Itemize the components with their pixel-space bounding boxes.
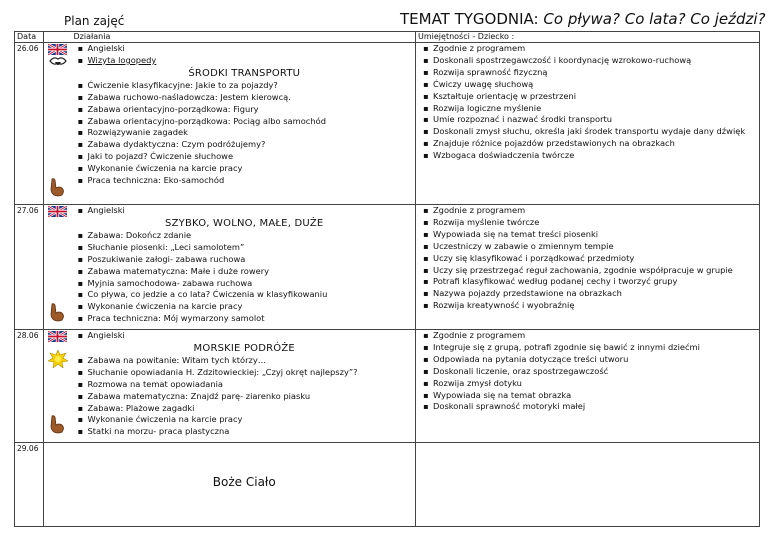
list-item: ▪ Uczestniczy w zabawie o zmiennym tempie bbox=[423, 240, 614, 251]
day-date: 28.06 bbox=[15, 330, 44, 443]
list-item: ▪ Doskonali liczenie, oraz spostrzegawczość bbox=[423, 365, 609, 376]
list-item: ▪ Zabawa dydaktyczna: Czym podróżujemy? bbox=[77, 139, 266, 150]
list-item: ▪ Znajduje różnice pojazdów przedstawionych na obrazkach bbox=[423, 138, 675, 149]
icon-column bbox=[44, 43, 72, 205]
day-row bbox=[15, 205, 760, 330]
list-item: ▪ Praca techniczna: Eko-samochód bbox=[77, 175, 225, 186]
col-header-icon bbox=[44, 32, 72, 43]
hand-icon bbox=[48, 302, 66, 322]
icon-column bbox=[44, 443, 72, 527]
theme-question: Co pływa? Co lata? Co jeździ? bbox=[543, 10, 766, 28]
list-item: ▪ Integruje się z grupą, potrafi zgodnie się bawić z innymi dziećmi bbox=[423, 341, 700, 352]
list-item: ▪ Nazywa pojazdy przedstawione na obrazkach bbox=[423, 288, 622, 299]
hand-icon bbox=[48, 177, 66, 197]
list-item: ▪ Jaki to pojazd? Ćwiczenie słuchowe bbox=[77, 151, 234, 162]
list-item: ▪ Zabawa matematyczna: Małe i duże rowery bbox=[77, 265, 270, 276]
list-item: ▪ Angielski bbox=[77, 330, 125, 340]
uk-flag-icon bbox=[48, 331, 67, 342]
list-item: ▪ Rozwija kreatywność i wyobraźnię bbox=[423, 300, 575, 311]
list-item: ▪ Zabawa: Dokończ zdanie bbox=[77, 229, 192, 240]
list-item: ▪ Słuchanie piosenki: „Leci samolotem” bbox=[77, 241, 245, 252]
icon-column bbox=[44, 205, 72, 330]
list-item: ▪ Rozwija zmysł dotyku bbox=[423, 377, 522, 388]
list-item: ▪ Zabawa matematyczna: Znajdź parę- ziarenko piasku bbox=[77, 390, 311, 401]
list-item: ▪ Ćwiczy uwagę słuchową bbox=[423, 78, 534, 89]
list-item: ▪ Doskonali sprawność motoryki małej bbox=[423, 401, 586, 412]
day-skills bbox=[416, 205, 760, 330]
list-item: ▪ Doskonali zmysł słuchu, określa jaki środek transportu wydaje dany dźwięk bbox=[423, 126, 746, 137]
list-item: ▪ Kształtuje orientację w przestrzeni bbox=[423, 90, 577, 101]
list-item: ▪ Umie rozpoznać i nazwać środki transportu bbox=[423, 114, 613, 125]
day-activities bbox=[72, 330, 416, 443]
list-item: ▪ Wykonanie ćwiczenia na karcie pracy bbox=[77, 163, 243, 174]
icon-column bbox=[44, 330, 72, 443]
day-theme-heading: ŚRODKI TRANSPORTU bbox=[188, 67, 301, 79]
list-item: ▪ Poszukiwanie załogi- zabawa ruchowa bbox=[77, 253, 246, 264]
list-item: ▪ Angielski bbox=[77, 205, 125, 215]
plan-table bbox=[14, 31, 760, 527]
col-header-skills: Umiejętności - Dziecko : bbox=[416, 32, 760, 43]
day-row bbox=[15, 443, 760, 527]
list-item: ▪ Rozwija logiczne myślenie bbox=[423, 102, 542, 113]
list-item: ▪ Rozmowa na temat opowiadania bbox=[77, 378, 223, 389]
list-item: ▪ Wzbogaca doświadczenia twórcze bbox=[423, 150, 575, 161]
list-item: ▪ Zabawa ruchowo-naśladowcza: Jestem kierowcą. bbox=[77, 91, 291, 102]
day-theme-heading: MORSKIE PODRÓŻE bbox=[193, 342, 295, 354]
list-item: ▪ Wykonanie ćwiczenia na karcie pracy bbox=[77, 301, 243, 312]
col-header-date: Data bbox=[15, 32, 44, 43]
list-item: ▪ Doskonali spostrzegawczość i koordynację wzrokowo-ruchową bbox=[423, 54, 692, 65]
day-theme-heading: SZYBKO, WOLNO, MAŁE, DUŻE bbox=[165, 217, 324, 229]
day-date: 27.06 bbox=[15, 205, 44, 330]
holiday-label: Boże Ciało bbox=[212, 475, 276, 489]
day-row bbox=[15, 43, 760, 205]
list-item: ▪ Praca techniczna: Mój wymarzony samolot bbox=[77, 313, 265, 324]
day-skills bbox=[416, 330, 760, 443]
sun-icon bbox=[48, 350, 68, 368]
list-item: ▪ Myjnia samochodowa- zabawa ruchowa bbox=[77, 277, 253, 288]
list-item: ▪ Uczy się klasyfikować i porządkować przedmioty bbox=[423, 252, 635, 263]
list-item: ▪ Zabawa na powitanie: Witam tych którzy… bbox=[77, 354, 267, 365]
list-item: ▪ Zabawa orientacyjno-porządkowa: Figury bbox=[77, 103, 259, 114]
list-item: ▪ Potrafi klasyfikować według podanej cechy i tworzyć grupy bbox=[423, 276, 678, 287]
list-item: ▪ Odpowiada na pytania dotyczące treści utworu bbox=[423, 353, 629, 364]
list-item: ▪ Uczy się przestrzegać reguł zachowania, zgodnie współpracuje w grupie bbox=[423, 264, 733, 275]
list-item: ▪ Rozwija myślenie twórcze bbox=[423, 216, 540, 227]
day-date: 29.06 bbox=[15, 443, 44, 527]
list-item: ▪ Wypowiada się na temat treści piosenki bbox=[423, 228, 599, 239]
list-item: ▪ Zgodnie z programem bbox=[423, 205, 526, 215]
list-item: ▪ Co pływa, co jedzie a co lata? Ćwiczenia w klasyfikowaniu bbox=[77, 289, 328, 300]
list-item: ▪ Wypowiada się na temat obrazka bbox=[423, 389, 572, 400]
day-date: 26.06 bbox=[15, 43, 44, 205]
day-skills bbox=[416, 443, 760, 527]
list-item: ▪ Wizyta logopedy bbox=[77, 54, 157, 65]
list-item: ▪ Rozwija sprawność fizyczną bbox=[423, 66, 548, 77]
header-row bbox=[15, 32, 760, 43]
day-row bbox=[15, 330, 760, 443]
list-item: ▪ Zgodnie z programem bbox=[423, 330, 526, 340]
day-activities bbox=[72, 43, 416, 205]
list-item: ▪ Słuchanie opowiadania H. Zdzitowieckiej: „Czyj okręt najlepszy”? bbox=[77, 366, 358, 377]
list-item: ▪ Statki na morzu- praca plastyczna bbox=[77, 426, 230, 437]
list-item: ▪ Zabawa: Plażowe zagadki bbox=[77, 402, 195, 413]
theme-label: TEMAT TYGODNIA: bbox=[400, 10, 539, 28]
hand-icon bbox=[48, 414, 66, 434]
list-item: ▪ Zgodnie z programem bbox=[423, 43, 526, 53]
plan-title: Plan zajęć bbox=[64, 14, 125, 28]
list-item: ▪ Zabawa orientacyjno-porządkowa: Pociąg albo samochód bbox=[77, 115, 326, 126]
theme-title bbox=[400, 10, 766, 28]
list-item: ▪ Ćwiczenie klasyfikacyjne: Jakie to za pojazdy? bbox=[77, 79, 278, 90]
day-skills bbox=[416, 43, 760, 205]
day-activities bbox=[72, 205, 416, 330]
col-header-activities: Działania bbox=[72, 32, 416, 43]
tongue-icon bbox=[48, 56, 68, 68]
uk-flag-icon bbox=[48, 206, 67, 217]
list-item: ▪ Wykonanie ćwiczenia na karcie pracy bbox=[77, 414, 243, 425]
list-item: ▪ Angielski bbox=[77, 43, 125, 53]
uk-flag-icon bbox=[48, 44, 67, 55]
day-activities bbox=[72, 443, 416, 527]
list-item: ▪ Rozwiązywanie zagadek bbox=[77, 127, 188, 138]
